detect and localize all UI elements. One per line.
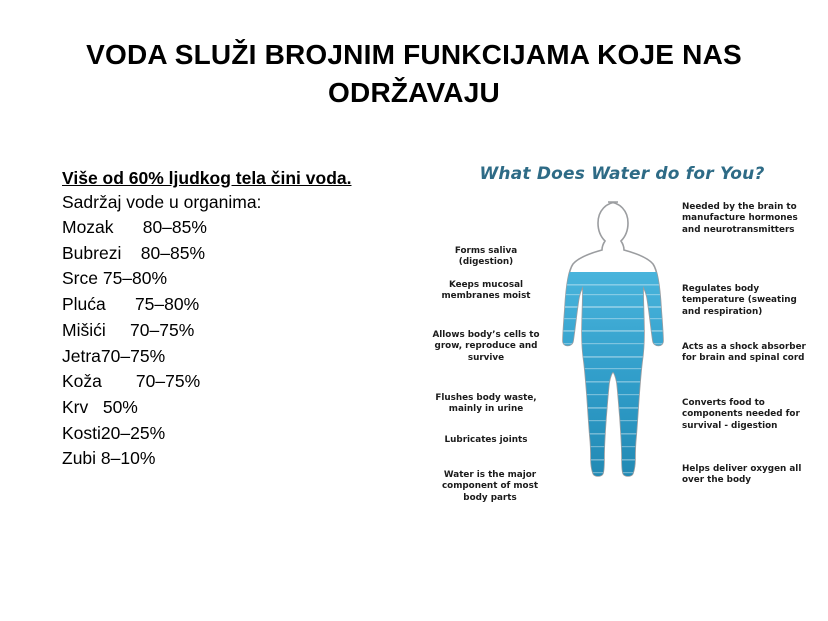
list-item: Koža 70–75% [62,371,201,392]
list-item: Zubi 8–10% [62,448,156,469]
callout-major-component: Water is the major component of most body parts [441,470,539,503]
illustration-title: What Does Water do for You? [479,164,765,184]
human-body-figure [548,198,688,528]
list-item: Bubrezi 80–85% [62,242,206,263]
page-title: VODA SLUŽI BROJNIM FUNKCIJAMA KOJE NAS ODRŽAVAJU [86,39,742,108]
callout-brain: Needed by the brain to manufacture hormones and neurotransmitters [682,202,798,235]
callout-shock-absorber: Acts as a shock absorber for brain and spinal cord [682,342,806,364]
body-silhouette-icon [548,198,688,528]
callout-flushes-waste: Flushes body waste, mainly in urine [435,393,537,415]
list-subheading: Sadržaj vode u organima: [62,192,262,212]
callout-converts-food: Converts food to components needed for survival - digestion [682,398,800,431]
list-item: Krv 50% [62,397,138,418]
callout-temperature: Regulates body temperature (sweating and respiration) [682,284,797,317]
list-item: Kosti20–25% [62,422,166,443]
callout-cells: Allows body’s cells to grow, reproduce and survive [432,330,540,363]
water-content-list [62,168,422,472]
water-body-illustration [430,150,810,540]
list-item: Pluća 75–80% [62,294,200,315]
list-heading: Više od 60% ljudkog tela čini voda. [62,168,352,188]
callout-lubricates-joints: Lubricates joints [444,435,528,445]
callout-mucosal: Keeps mucosal membranes moist [441,280,531,302]
list-item: Mozak 80–85% [62,217,207,237]
list-item: Jetra70–75% [62,345,166,366]
callout-delivers-oxygen: Helps deliver oxygen all over the body [682,464,802,486]
callout-saliva: Forms saliva (digestion) [454,246,518,268]
list-item: Srce 75–80% [62,268,168,289]
list-item: Mišići 70–75% [62,319,195,340]
